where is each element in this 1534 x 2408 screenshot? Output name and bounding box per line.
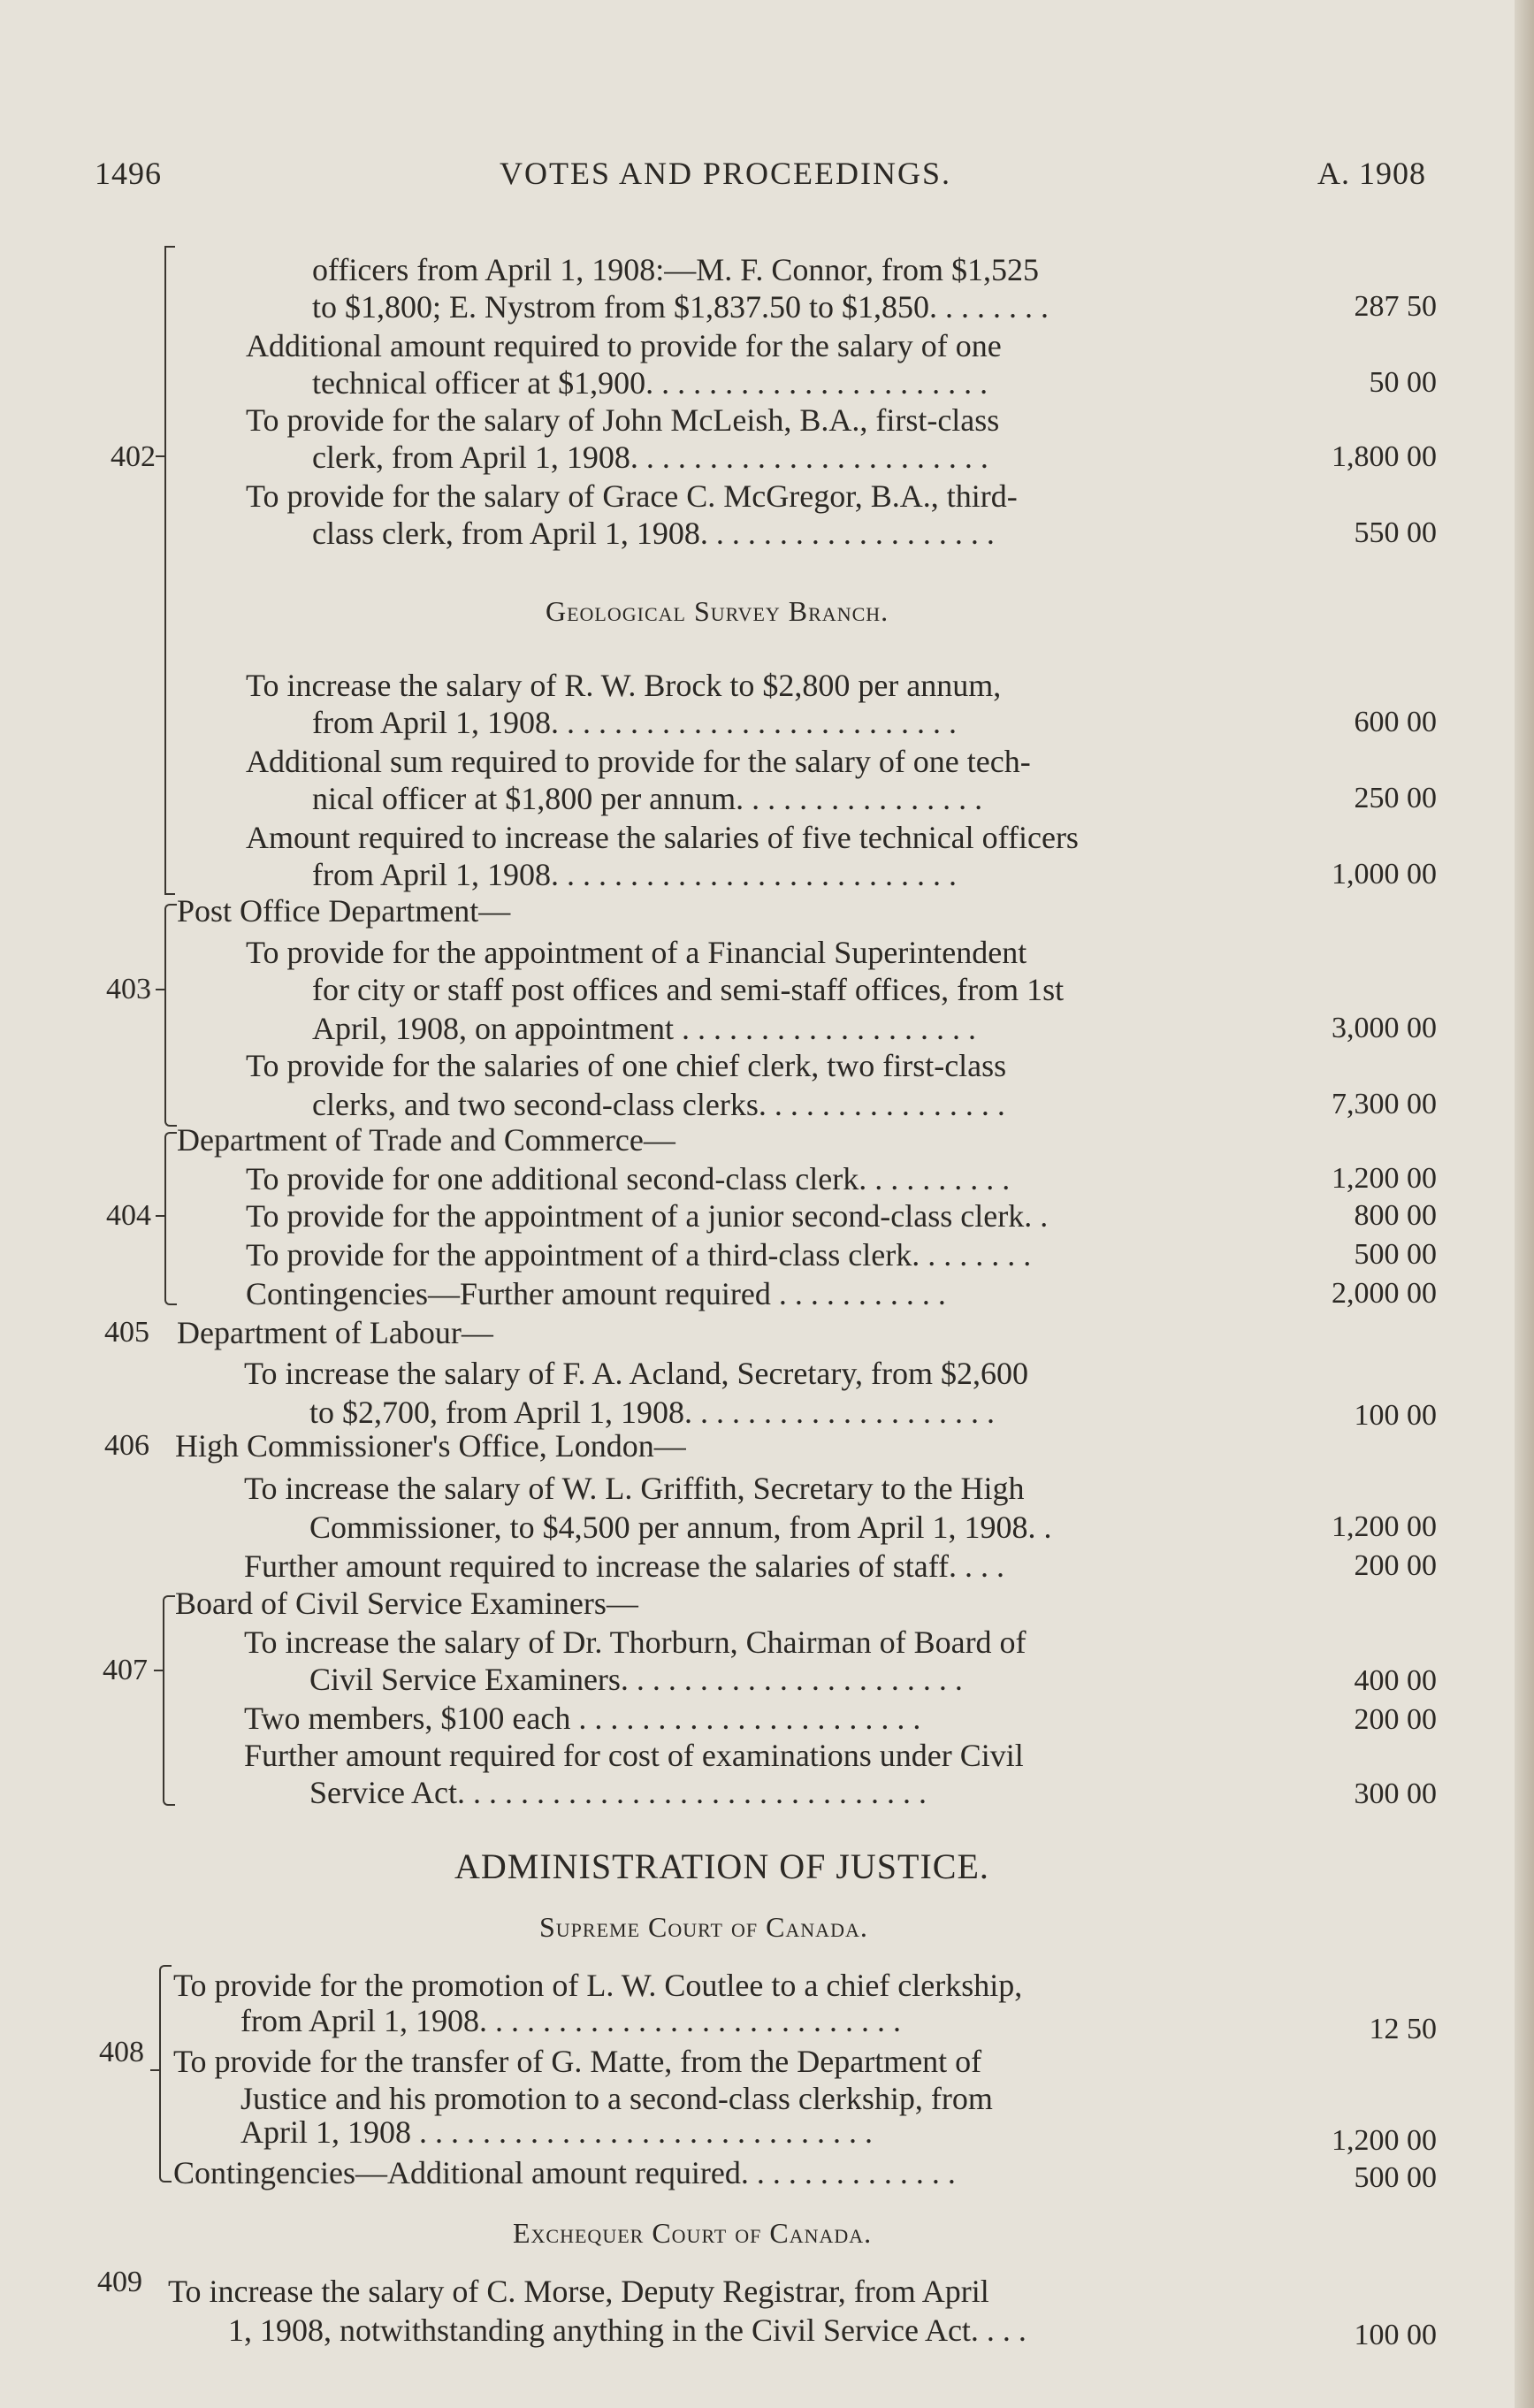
entry-amount: 287 50 [1354,290,1437,323]
entry-line: Amount required to increase the salaries of five technical officers [246,820,1079,855]
entry-line: To provide for the appointment of a junior second-class clerk. . [246,1198,1049,1234]
brace-402-point [156,455,166,457]
entry-line: To provide for the salary of Grace C. McGregor, B.A., third- [246,478,1018,514]
vote-number-406: 406 [104,1429,149,1462]
entry-line: nical officer at $1,800 per annum. . . . . . . . . . . . . . . . [312,781,983,816]
entry-line: Further amount required to increase the salaries of staff. . . . [244,1548,1005,1584]
entry-line: from April 1, 1908. . . . . . . . . . . . . . . . . . . . . . . . . . [312,857,957,892]
entry-line: To provide for the salary of John McLeish, B.A., first-class [246,402,1000,438]
entry-line: to $1,800; E. Nystrom from $1,837.50 to $1,850. . . . . . . . [312,289,1049,325]
page-number: 1496 [95,156,162,191]
brace-407 [163,1595,175,1806]
entry-line: Justice and his promotion to a second-class clerkship, from [240,2081,993,2116]
session-year: A. 1908 [1317,156,1426,191]
vote-number-405: 405 [104,1316,149,1349]
entry-amount: 500 00 [1354,1238,1437,1271]
vote-number-409: 409 [97,2266,142,2298]
vote-number-403: 403 [106,973,151,1005]
entry-line: for city or staff post offices and semi-staff offices, from 1st [312,972,1065,1007]
department-heading: Department of Labour— [177,1315,493,1350]
brace-408-point [150,2069,161,2071]
entry-line: To increase the salary of C. Morse, Deputy Registrar, from April [168,2274,989,2309]
department-heading: High Commissioner's Office, London— [175,1428,686,1464]
entry-amount: 1,000 00 [1332,858,1437,891]
entry-line: To provide for the appointment of a third-class clerk. . . . . . . . [246,1237,1032,1273]
entry-amount: 1,200 00 [1332,1162,1437,1195]
entry-line: Two members, $100 each . . . . . . . . . . . . . . . . . . . . . . [244,1701,921,1736]
entry-line: clerk, from April 1, 1908. . . . . . . . . . . . . . . . . . . . . . . [312,440,988,475]
entry-amount: 550 00 [1354,516,1437,549]
entry-line: to $2,700, from April 1, 1908. . . . . . . . . . . . . . . . . . . . [309,1395,995,1430]
section-heading: Geological Survey Branch. [546,595,889,627]
entry-amount: 50 00 [1369,366,1437,399]
brace-404-point [156,1215,166,1217]
entry-line: Additional amount required to provide for the salary of one [246,328,1002,363]
entry-line: To provide for the promotion of L. W. Coutlee to a chief clerkship, [173,1968,1023,2003]
entry-amount: 2,000 00 [1332,1277,1437,1310]
vote-number-402: 402 [111,440,156,473]
entry-amount: 400 00 [1354,1664,1437,1697]
brace-403 [164,904,177,1127]
brace-402-top [164,246,175,248]
entry-line: To provide for the salaries of one chief clerk, two first-class [246,1048,1007,1083]
entry-amount: 200 00 [1354,1703,1437,1736]
entry-line: To increase the salary of F. A. Acland, Secretary, from $2,600 [244,1356,1028,1391]
entry-line: class clerk, from April 1, 1908. . . . . . . . . . . . . . . . . . . [312,516,995,551]
brace-408 [159,1965,172,2182]
department-heading: Department of Trade and Commerce— [177,1122,675,1158]
page-edge-shadow [1515,0,1534,2408]
entry-amount: 1,200 00 [1332,1510,1437,1543]
department-heading: Post Office Department— [177,893,511,929]
section-heading: Exchequer Court of Canada. [513,2217,873,2249]
entry-amount: 100 00 [1354,1399,1437,1432]
entry-amount: 7,300 00 [1332,1088,1437,1120]
vote-number-407: 407 [103,1654,148,1686]
entry-line: To increase the salary of Dr. Thorburn, Chairman of Board of [244,1624,1026,1660]
entry-line: April, 1908, on appointment . . . . . . . . . . . . . . . . . . . [312,1011,976,1046]
entry-line: Further amount required for cost of examinations under Civil [244,1738,1024,1773]
vote-number-408: 408 [99,2036,144,2068]
entry-line: Commissioner, to $4,500 per annum, from April 1, 1908. . [309,1510,1052,1545]
entry-amount: 600 00 [1354,706,1437,738]
entry-line: Additional sum required to provide for the salary of one tech- [246,744,1031,779]
entry-line: To provide for the appointment of a Financial Superintendent [246,935,1027,970]
department-heading: Board of Civil Service Examiners— [175,1586,638,1621]
entry-line: from April 1, 1908. . . . . . . . . . . . . . . . . . . . . . . . . . [312,705,957,740]
brace-402-bottom [164,893,175,895]
entry-line: To provide for the transfer of G. Matte, from the Department of [173,2044,982,2079]
entry-line: officers from April 1, 1908:—M. F. Connor, from $1,525 [312,252,1039,287]
entry-amount: 1,800 00 [1332,440,1437,473]
entry-line: technical officer at $1,900. . . . . . . . . . . . . . . . . . . . . . [312,365,988,401]
entry-amount: 1,200 00 [1332,2124,1437,2157]
entry-amount: 3,000 00 [1332,1012,1437,1044]
brace-402 [164,246,166,895]
entry-amount: 200 00 [1354,1549,1437,1582]
running-title: VOTES AND PROCEEDINGS. [500,156,952,191]
entry-line: To provide for one additional second-class clerk. . . . . . . . . . [246,1161,1011,1196]
part-heading: ADMINISTRATION OF JUSTICE. [454,1846,989,1886]
brace-403-point [156,989,166,990]
entry-line: Service Act. . . . . . . . . . . . . . . . . . . . . . . . . . . . . . [309,1775,927,1810]
entry-line: April 1, 1908 . . . . . . . . . . . . . . . . . . . . . . . . . . . . . [240,2114,873,2150]
entry-line: Contingencies—Further amount required . . . . . . . . . . . [246,1276,946,1311]
brace-407-point [154,1670,164,1671]
entry-line: Contingencies—Additional amount required. . . . . . . . . . . . . . [173,2155,956,2190]
entry-amount: 300 00 [1354,1777,1437,1810]
entry-line: To increase the salary of W. L. Griffith, Secretary to the High [244,1471,1025,1506]
entry-amount: 250 00 [1354,782,1437,814]
brace-404 [164,1132,177,1305]
vote-number-404: 404 [106,1199,151,1232]
entry-line: clerks, and two second-class clerks. . . . . . . . . . . . . . . . [312,1087,1005,1122]
entry-amount: 12 50 [1369,2013,1437,2045]
entry-line: 1, 1908, notwithstanding anything in the Civil Service Act. . . . [228,2312,1026,2348]
entry-amount: 800 00 [1354,1199,1437,1232]
section-heading: Supreme Court of Canada. [539,1911,868,1943]
entry-line: Civil Service Examiners. . . . . . . . . . . . . . . . . . . . . . [309,1662,963,1697]
entry-amount: 500 00 [1354,2161,1437,2194]
entry-line: To increase the salary of R. W. Brock to $2,800 per annum, [246,668,1002,703]
entry-amount: 100 00 [1354,2319,1437,2351]
entry-line: from April 1, 1908. . . . . . . . . . . . . . . . . . . . . . . . . . . [240,2003,901,2038]
